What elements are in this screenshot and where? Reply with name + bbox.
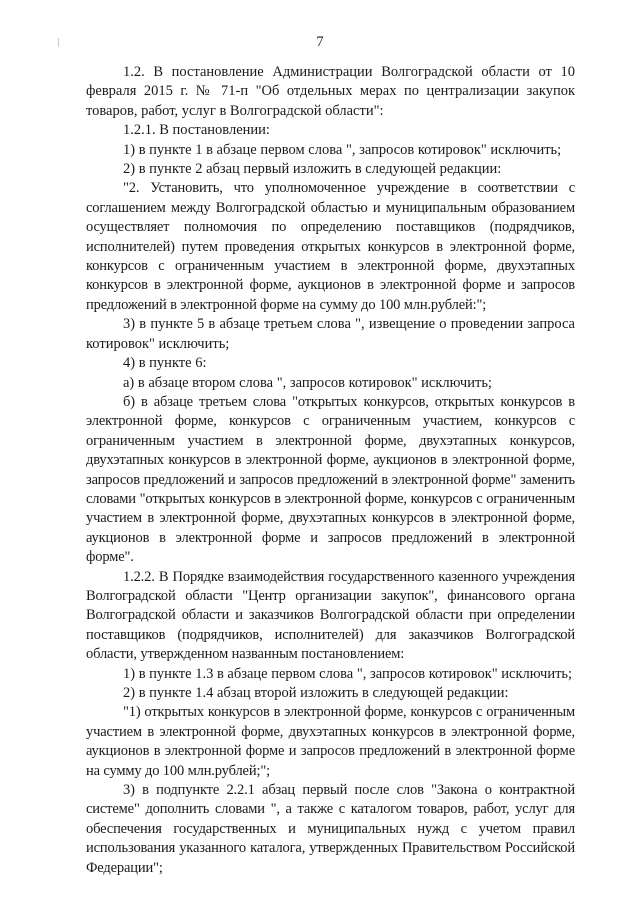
list-item-4: 4) в пункте 6:: [123, 355, 207, 372]
list-item-3: 3) в пункте 5 в абзаце третьем слова ", извещение о проведении запроса котировок" исключить;: [86, 316, 575, 352]
quoted-clause-1: "1) открытых конкурсов в электронной форме, конкурсов с ограниченным участием в электронной форме, двухэтапных конкурсов в электронной форме, аукционов в электронной форме и запросов предложений в электронной форме на сумму до 100 млн.рублей;";: [86, 704, 575, 779]
paragraph-1-2-1: 1.2.1. В постановлении:: [123, 122, 270, 139]
sub-item-b: б) в абзаце третьем слова "открытых конкурсов, открытых конкурсов в электронной форме, конкурсов с ограниченным участием, конкурсов с ограниченным участием в электронной форме, двухэтапных конкурсов, двухэтапных конкурсов в электронной форме, аукционов в электронной форме, запросов предложений и запросов предложений в электронной форме" заменить словами "открытых конкурсов в электронной форме, конкурсов с ограниченным участием в электронной форме, двухэтапных конкурсов в электронной форме, аукционов в электронной форме и запросов предложений в электронной форме".: [86, 393, 575, 566]
sub-item-a: а) в абзаце втором слова ", запросов котировок" исключить;: [123, 374, 492, 391]
document-body: [86, 63, 575, 878]
list-item-3-b: 3) в подпункте 2.2.1 абзац первый после слов "Закона о контрактной системе" дополнить словами ", а также с каталогом товаров, работ, услуг для обеспечения государственных и муниципальных нужд с учетом правил использования указанного каталога, утвержденных Правительством Российской Федерации";: [86, 782, 575, 876]
list-item-2: 2) в пункте 2 абзац первый изложить в следующей редакции:: [123, 161, 502, 178]
list-item-2-b: 2) в пункте 1.4 абзац второй изложить в следующей редакции:: [123, 685, 509, 701]
quoted-clause-2: "2. Установить, что уполномоченное учреждение в соответствии с соглашением между Волгоградской областью и муниципальным образованием осуществляет полномочия по определению поставщиков (подрядчиков, исполнителей) путем проведения открытых конкурсов в электронной форме, конкурсов с ограниченным участием в электронной форме, двухэтапных конкурсов в электронной форме, аукционов в электронной форме и запросов предложений в электронной форме на сумму до 100 млн.рублей:";: [86, 180, 575, 313]
list-item-1: 1) в пункте 1 в абзаце первом слова ", запросов котировок" исключить;: [123, 141, 562, 158]
paragraph-1-2-2: 1.2.2. В Порядке взаимодействия государственного казенного учреждения Волгоградской области "Центр организации закупок", финансового органа Волгоградской области и заказчиков Волгоградской области при определении поставщиков (подрядчиков, исполнителей) для заказчиков Волгоградской области, утвержденном названным постановлением:: [86, 568, 575, 663]
list-item-1-b: 1) в пункте 1.3 в абзаце первом слова ", запросов котировок" исключить;: [123, 665, 573, 682]
paragraph-1-2: 1.2. В постановление Администрации Волгоградской области от 10 февраля 2015 г. № 71-п "Об отдельных мерах по централизации закупок товаров, работ, услуг в Волгоградской области":: [86, 64, 575, 119]
page-number: 7: [316, 34, 324, 50]
